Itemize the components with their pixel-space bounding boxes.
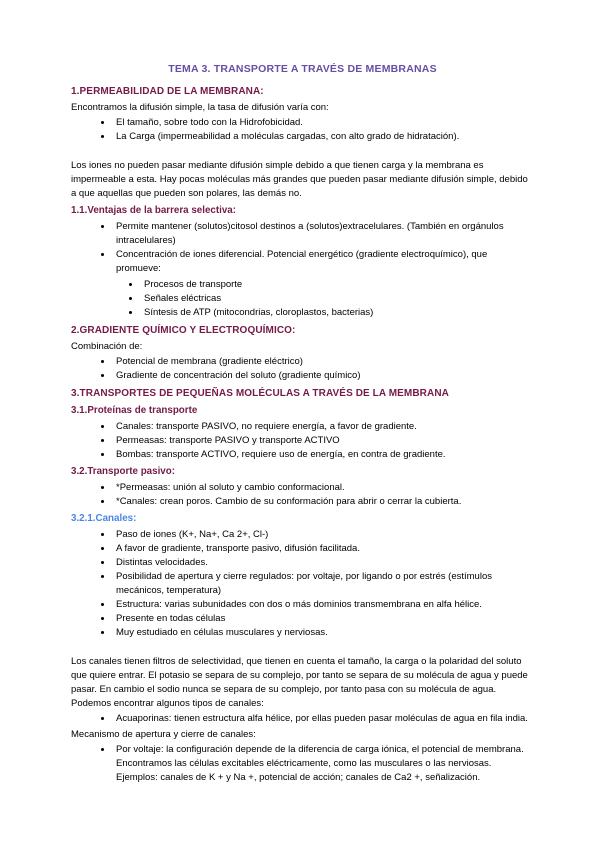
bullet-item: • Procesos de transporte xyxy=(141,278,534,292)
paragraph: Mecanismo de apertura y cierre de canales: xyxy=(71,729,256,740)
bullet-list xyxy=(71,116,534,144)
bullet-item: • Potencial de membrana (gradiente eléctrico) xyxy=(113,355,534,369)
bullet-list xyxy=(71,355,534,383)
bullet-item: • *Permeasas: unión al soluto y cambio conformacional. xyxy=(113,481,534,495)
bullet-item: • Concentración de iones diferencial. Potencial energético (gradiente electroquímico), que promueve: xyxy=(113,248,534,276)
bullet-item: • La Carga (impermeabilidad a moléculas cargadas, con alto grado de hidratación). xyxy=(113,130,534,144)
bullet-item: • El tamaño, sobre todo con la Hidrofobicidad. xyxy=(113,116,534,130)
bullet-item: • Acuaporinas: tienen estructura alfa hélice, por ellas pueden pasar moléculas de agua en fila india. xyxy=(113,712,534,726)
paragraph: Los iones no pueden pasar mediante difusión simple debido a que tienen carga y la membrana es impermeable a esta. Hay pocas moléculas más grandes que pueden pasar mediante difusión simple, debido a que aquellas que pueden son polares, las demás no. xyxy=(71,160,528,199)
bullet-item: • Bombas: transporte ACTIVO, requiere uso de energía, en contra de gradiente. xyxy=(113,448,534,462)
bullet-item: • Muy estudiado en células musculares y nerviosas. xyxy=(113,626,534,640)
section-heading: 2.GRADIENTE QUÍMICO Y ELECTROQUÍMICO: xyxy=(71,325,296,336)
bullet-list xyxy=(71,528,534,640)
bullet-item: • Señales eléctricas xyxy=(141,292,534,306)
bullet-item: • Presente en todas células xyxy=(113,612,534,626)
bullet-list xyxy=(71,712,534,726)
bullet-item: • Por voltaje: la configuración depende de la diferencia de carga iónica, el potencial de membrana. Encontramos las células excitables eléctricamente, como las musculares o las nerviosas. Ejemplos: canales de K + y Na +, potencial de acción; canales de Ca2 +, señalización. xyxy=(113,743,534,785)
bullet-item: • Permeasas: transporte PASIVO y transporte ACTIVO xyxy=(113,434,534,448)
paragraph: Combinación de: xyxy=(71,341,143,352)
bullet-list xyxy=(71,220,534,276)
bullet-list xyxy=(71,481,534,509)
bullet-item: • Canales: transporte PASIVO, no requiere energía, a favor de gradiente. xyxy=(113,420,534,434)
section-heading: 1.PERMEABILIDAD DE LA MEMBRANA: xyxy=(71,86,264,97)
bullet-list xyxy=(71,743,534,785)
section-heading: 1.1.Ventajas de la barrera selectiva: xyxy=(71,205,237,216)
paragraph: Encontramos la difusión simple, la tasa de difusión varía con: xyxy=(71,102,329,113)
section-heading: 3.1.Proteínas de transporte xyxy=(71,405,198,416)
section-heading: 3.TRANSPORTES DE PEQUEÑAS MOLÉCULAS A TRAVÉS DE LA MEMBRANA xyxy=(71,388,449,399)
sub-bullet-list xyxy=(71,278,534,320)
blank-line xyxy=(71,146,534,159)
bullet-item: • Distintas velocidades. xyxy=(113,556,534,570)
bullet-item: • Gradiente de concentración del soluto (gradiente químico) xyxy=(113,369,534,383)
bullet-item: • Estructura: varias subunidades con dos o más dominios transmembrana en alfa hélice. xyxy=(113,598,534,612)
section-heading: 3.2.1.Canales: xyxy=(71,513,137,524)
blank-line xyxy=(71,642,534,655)
document-title: TEMA 3. TRANSPORTE A TRAVÉS DE MEMBRANAS xyxy=(168,63,437,75)
bullet-item: • A favor de gradiente, transporte pasivo, difusión facilitada. xyxy=(113,542,534,556)
bullet-item: • Síntesis de ATP (mitocondrias, cloroplastos, bacterias) xyxy=(141,306,534,320)
bullet-list xyxy=(71,420,534,462)
bullet-item: • *Canales: crean poros. Cambio de su conformación para abrir o cerrar la cubierta. xyxy=(113,495,534,509)
bullet-item: • Permite mantener (solutos)citosol destinos a (solutos)extracelulares. (También en orgánulos intracelulares) xyxy=(113,220,534,248)
document-content xyxy=(71,85,534,785)
bullet-item: • Paso de iones (K+, Na+, Ca 2+, Cl-) xyxy=(113,528,534,542)
bullet-item: • Posibilidad de apertura y cierre regulados: por voltaje, por ligando o por estrés (estímulos mecánicos, temperatura) xyxy=(113,570,534,598)
paragraph: Los canales tienen filtros de selectividad, que tienen en cuenta el tamaño, la carga o la polaridad del soluto que quiere entrar. El potasio se separa de su complejo, por tanto se separa de su molécula de agua y puede pasar. En cambio el sodio nunca se separa de su complejo, por tanto pasa con su molécula de agua. Podemos encontrar algunos tipos de canales: xyxy=(71,656,528,709)
section-heading: 3.2.Transporte pasivo: xyxy=(71,466,175,477)
